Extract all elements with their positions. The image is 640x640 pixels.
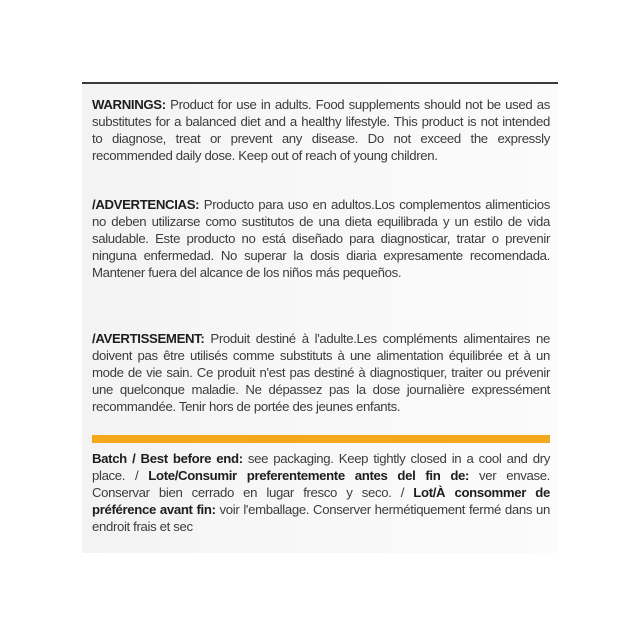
warnings-spanish-label: /ADVERTENCIAS: (92, 197, 200, 212)
warnings-english-text: Product for use in adults. Food supplements should not be used as substitutes for a balanced diet and a healthy lifestyle. This product is not intended to diagnose, treat or prevent any disease. Do not exceed the expressly recommended daily dose. Keep out of reach of young children. (92, 97, 550, 163)
storage-label-spanish: Lote/Consumir preferentemente antes del fin de: (148, 468, 470, 483)
warnings-spanish-text: Producto para uso en adultos.Los complementos alimenticios no deben utilizarse como sustitutos de una dieta equilibrada y un estilo de vida saludable. Este producto no está diseñado para diagnosticar, tratar o prevenir ninguna enfermedad. No superar la dosis diaria expresamente recomendada. Mantener fuera del alcance de los niños más pequeños. (92, 197, 550, 280)
top-divider (82, 82, 558, 84)
warnings-spanish (92, 196, 550, 281)
storage-text-spanish: ver envase. Conservar bien cerrado en lugar fresco y seco. / (92, 468, 550, 500)
warnings-english-label: WARNINGS: (92, 97, 166, 112)
warnings-english (92, 96, 550, 164)
storage-label-french: Lot/À consommer de préférence avant fin: (92, 485, 550, 517)
warnings-french (92, 330, 550, 415)
warnings-french-text: Produit destiné à l'adulte.Les compléments alimentaires ne doivent pas être utilisés comme substituts à une alimentation équilibrée et à un mode de vie sain. Ce produit n'est pas destiné à diagnostiquer, traiter ou prévenir une quelconque maladie. Ne dépassez pas la dose journalière expressément recommandée. Tenir hors de portée des jeunes enfants. (92, 331, 550, 414)
storage-text-english: see packaging. Keep tightly closed in a cool and dry place. / (92, 451, 550, 483)
storage-instructions (92, 450, 550, 535)
storage-text-french: voir l'emballage. Conserver hermétiquement fermé dans un endroit frais et sec (92, 502, 550, 534)
accent-divider-bar (92, 435, 550, 443)
storage-label-english: Batch / Best before end: (92, 451, 243, 466)
warnings-french-label: /AVERTISSEMENT: (92, 331, 205, 346)
